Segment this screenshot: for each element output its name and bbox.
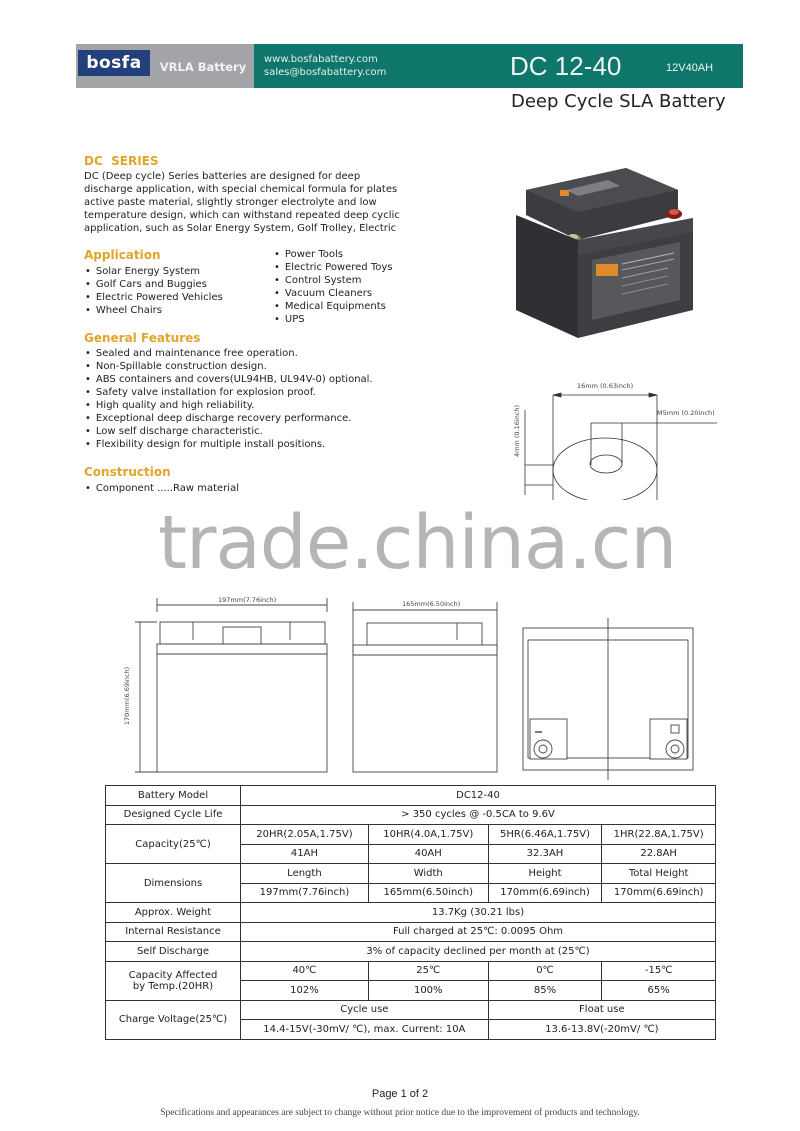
cycle-life-value: > 350 cycles @ -0.5CA to 9.6V xyxy=(241,805,716,825)
application-item: • UPS xyxy=(274,313,393,326)
brand-logo xyxy=(76,44,152,88)
capacity-value: 40AH xyxy=(368,844,488,864)
row-label: Charge Voltage(25℃) xyxy=(106,1000,241,1039)
table-row xyxy=(106,903,716,923)
table-row xyxy=(106,825,716,845)
dimension-value: 170mm(6.69inch) xyxy=(602,883,716,903)
brand-logo-text: bosfa xyxy=(78,50,150,76)
features-list xyxy=(85,347,373,451)
dimension-value: 165mm(6.50inch) xyxy=(368,883,488,903)
capacity-value: 22.8AH xyxy=(602,844,716,864)
feature-item: • Low self discharge characteristic. xyxy=(85,425,373,438)
feature-item: • Safety valve installation for explosion proof. xyxy=(85,386,373,399)
table-row xyxy=(106,1000,716,1020)
construction-item: • Component .....Raw material xyxy=(85,482,239,495)
category-label: VRLA Battery xyxy=(152,44,254,88)
row-label: Designed Cycle Life xyxy=(106,805,241,825)
temp-capacity-value: 102% xyxy=(241,981,369,1001)
temp-capacity-value: 100% xyxy=(368,981,488,1001)
header-model-panel xyxy=(254,44,743,88)
page-number: Page 1 of 2 xyxy=(371,1088,429,1100)
dimension-header: Width xyxy=(368,864,488,884)
feature-item: • Non-Spillable construction design. xyxy=(85,360,373,373)
cycle-use-value: 14.4-15V(-30mV/ ℃), max. Current: 10A xyxy=(241,1020,489,1040)
battery-photo xyxy=(508,160,698,345)
temp-capacity-value: 65% xyxy=(602,981,716,1001)
temperature: -15℃ xyxy=(602,961,716,981)
application-item: • Solar Energy System xyxy=(85,265,223,278)
row-label: Self Discharge xyxy=(106,942,241,962)
table-row xyxy=(106,961,716,981)
application-item: • Control System xyxy=(274,274,393,287)
self-discharge-value: 3% of capacity declined per month at (25℃) xyxy=(241,942,716,962)
feature-item: • ABS containers and covers(UL94HB, UL94V-0) optional. xyxy=(85,373,373,386)
table-row xyxy=(106,805,716,825)
disclaimer-note: Specifications and appearances are subject to change without prior notice due to the improvement of products and technology. xyxy=(160,1108,640,1118)
application-list-right xyxy=(274,248,393,326)
temperature: 40℃ xyxy=(241,961,369,981)
terminal-height-label: 4mm (0.16inch) xyxy=(513,404,522,458)
row-label-line: Capacity Affected xyxy=(128,969,218,981)
terminal-diagram xyxy=(505,375,735,500)
row-label: Dimensions xyxy=(106,864,241,903)
page-subtitle: Deep Cycle SLA Battery xyxy=(511,91,726,112)
description-line: temperature design, which can withstand repeated deep cyclic xyxy=(84,210,400,221)
capacity-rate: 5HR(6.46A,1.75V) xyxy=(488,825,602,845)
row-label xyxy=(106,961,241,1000)
website-link[interactable]: www.bosfabattery.com xyxy=(264,54,378,65)
model-title: DC 12-40 xyxy=(510,51,622,81)
float-use-header: Float use xyxy=(488,1000,715,1020)
internal-resistance-value: Full charged at 25℃: 0.0095 Ohm xyxy=(241,922,716,942)
table-row xyxy=(106,864,716,884)
dimension-value: 170mm(6.69inch) xyxy=(488,883,602,903)
application-item: • Golf Cars and Buggies xyxy=(85,278,223,291)
capacity-badge: 12V40AH xyxy=(666,62,714,74)
construction-list-left xyxy=(85,482,239,495)
application-list-left xyxy=(85,265,223,317)
capacity-value: 32.3AH xyxy=(488,844,602,864)
width-dimension-label: 165mm(6.50inch) xyxy=(402,600,461,608)
temperature: 25℃ xyxy=(368,961,488,981)
feature-item: • Flexibility design for multiple install positions. xyxy=(85,438,373,451)
capacity-rate: 10HR(4.0A,1.75V) xyxy=(368,825,488,845)
cycle-use-header: Cycle use xyxy=(241,1000,489,1020)
feature-item: • High quality and high reliability. xyxy=(85,399,373,412)
watermark: trade.china.cn xyxy=(158,500,677,586)
email-link[interactable]: sales@bosfabattery.com xyxy=(264,67,387,78)
contact-info xyxy=(264,53,386,79)
dc-series-description xyxy=(84,170,404,235)
feature-item: • Exceptional deep discharge recovery performance. xyxy=(85,412,373,425)
height-dimension-label: 170mm(6.69inch) xyxy=(123,666,132,726)
application-item: • Medical Equipments xyxy=(274,300,393,313)
application-item: • Power Tools xyxy=(274,248,393,261)
header-banner xyxy=(76,44,743,88)
dc-series-title: DC SERIES xyxy=(84,154,159,168)
description-line: active paste material, slightly stronger electrolyte and low xyxy=(84,197,377,208)
table-row xyxy=(106,942,716,962)
row-label: Battery Model xyxy=(106,786,241,806)
table-row xyxy=(106,786,716,806)
table-row xyxy=(106,922,716,942)
dimension-value: 197mm(7.76inch) xyxy=(241,883,369,903)
outline-drawing xyxy=(123,592,720,782)
terminal-bolt-label: M5mm (0.20inch) xyxy=(657,409,715,417)
description-line: application, such as Solar Energy System, Golf Trolley, Electric xyxy=(84,223,397,234)
application-item: • Electric Powered Toys xyxy=(274,261,393,274)
capacity-value: 41AH xyxy=(241,844,369,864)
application-item: • Electric Powered Vehicles xyxy=(85,291,223,304)
weight-value: 13.7Kg (30.21 lbs) xyxy=(241,903,716,923)
capacity-rate: 20HR(2.05A,1.75V) xyxy=(241,825,369,845)
features-title: General Features xyxy=(84,331,201,345)
description-line: discharge application, with special chemical formula for plates xyxy=(84,184,398,195)
dc-series-section xyxy=(84,154,404,235)
spec-table xyxy=(105,785,716,1040)
row-label: Capacity(25℃) xyxy=(106,825,241,864)
dimension-header: Total Height xyxy=(602,864,716,884)
construction-list-right xyxy=(276,478,427,500)
dimension-header: Height xyxy=(488,864,602,884)
float-use-value: 13.6-13.8V(-20mV/ ℃) xyxy=(488,1020,715,1040)
application-title: Application xyxy=(84,248,161,262)
row-label: Approx. Weight xyxy=(106,903,241,923)
dimension-header: Length xyxy=(241,864,369,884)
row-label: Internal Resistance xyxy=(106,922,241,942)
construction-title: Construction xyxy=(84,465,171,479)
row-label-line: by Temp.(20HR) xyxy=(132,980,214,992)
temperature: 0℃ xyxy=(488,961,602,981)
battery-model-value: DC12-40 xyxy=(241,786,716,806)
feature-item: • Sealed and maintenance free operation. xyxy=(85,347,373,360)
application-item: • Wheel Chairs xyxy=(85,304,223,317)
application-item: • Vacuum Cleaners xyxy=(274,287,393,300)
description-line: DC (Deep cycle) Series batteries are designed for deep xyxy=(84,171,361,182)
capacity-rate: 1HR(22.8A,1.75V) xyxy=(602,825,716,845)
length-dimension-label: 197mm(7.76inch) xyxy=(218,596,277,604)
terminal-width-label: 16mm (0.63inch) xyxy=(577,382,634,390)
temp-capacity-value: 85% xyxy=(488,981,602,1001)
